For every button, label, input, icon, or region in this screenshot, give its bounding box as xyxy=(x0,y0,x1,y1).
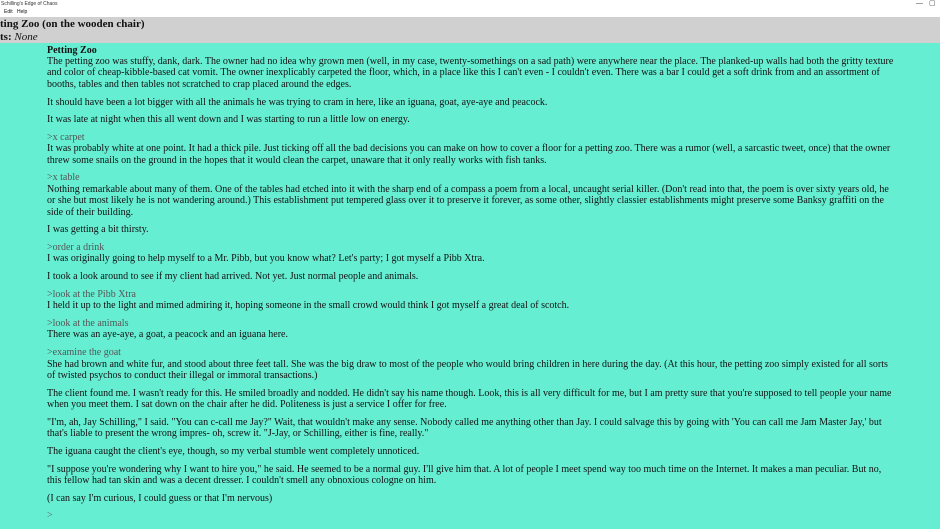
story-paragraph: "I suppose you're wondering why I want to hire you," he said. He seemed to be a normal guy. I'll give him that. A lot of people I meet spend way too much time on the Internet. It makes a man peculiar. But no, this fellow had tan skin and was a decent dresser. I couldn't smell any obnoxious cologne on him. xyxy=(47,463,882,486)
story-paragraph: There was an aye-aye, a goat, a peacock and an iguana here. xyxy=(47,329,288,341)
room-heading: Petting Zoo xyxy=(47,45,97,56)
story-paragraph: The iguana caught the client's eye, though, so my verbal stumble went completely unnoticed. xyxy=(47,445,420,457)
story-paragraph: I was getting a bit thirsty. xyxy=(47,224,149,236)
player-command: >look at the animals xyxy=(47,317,129,329)
story-paragraph: It should have been a lot bigger with all the animals he was trying to cram in here, like an iguana, goat, aye-aye and peacock. xyxy=(47,96,548,108)
player-command: >examine the goat xyxy=(47,347,121,359)
location-name: ting Zoo (on the wooden chair) xyxy=(0,18,145,30)
restore-button[interactable]: ▢ xyxy=(929,0,936,7)
title-bar xyxy=(0,0,940,8)
score-label: ts: xyxy=(0,31,12,43)
story-paragraph: I took a look around to see if my client had arrived. Not yet. Just normal people and animals. xyxy=(47,271,419,283)
player-command: >x table xyxy=(47,172,80,184)
story-paragraph: She had brown and white fur, and stood about three feet tall. She was the big draw to most of the people who would bring children in here during the day. (At this hour, the petting zoo simply existed for all sorts of twisted psychos to conduct their illegal or immoral transactions.) xyxy=(47,358,888,381)
minimize-button[interactable]: — xyxy=(916,0,923,7)
window-title: Schilling's Edge of Chaos xyxy=(1,1,58,7)
story-paragraph: Nothing remarkable about many of them. One of the tables had etched into it with the sharp end of a compass a poem from a local, uncaught serial killer. (Don't read into that, the poem is over sixty years old, he or she but most likely he is not wandering around.) This establishment put tempered glass over it to preserve it forever, as some other, slightly classier establishments might preserve some Banksy graffiti on the side of their building. xyxy=(47,183,889,218)
status-bar xyxy=(0,17,940,43)
story-paragraph: It was late at night when this all went down and I was starting to run a little low on energy. xyxy=(47,114,410,126)
story-paragraph: (I can say I'm curious, I could guess or that I'm nervous) xyxy=(47,492,273,504)
menu-bar xyxy=(0,8,940,17)
story-paragraph: The petting zoo was stuffy, dank, dark. The owner had no idea why grown men (well, in my case, twenty-somethings on a sad path) were anywhere near the place. The planked-up walls had both the gritty texture and color of cheap-kibble-based cat vomit. The owner inexplicably carpeted the floor, which, in a place like this I can't even - I couldn't even. There was a bar I could get a soft drink from and an assortment of booths, tables and then tables not scratched to crap placed around the edges. xyxy=(47,56,894,90)
story-paragraph: "I'm, ah, Jay Schilling," I said. "You can c-call me Jay?" Wait, that wouldn't make any sense. Nobody called me anything other than Jay. I could salvage this by going with 'You can call me Jam Master Jay,' but that's liable to present the wrong impres- oh, screw it. "J-Jay, or Schilling, either is fine, really." xyxy=(47,416,882,440)
story-paragraph: The client found me. I wasn't ready for this. He smiled broadly and nodded. He didn't say his name though. Look, this is all very difficult for me, but I am pretty sure that you're supposed to tell people your name when you meet them. I sat down on the chair after he did. Politeness is just a service I offer for free. xyxy=(47,387,892,411)
score-value: None xyxy=(14,31,38,43)
command-input[interactable]: > xyxy=(47,510,53,522)
story-paragraph: I was originally going to help myself to a Mr. Pibb, but you know what? Let's party; I got myself a Pibb Xtra. xyxy=(47,253,485,265)
player-command: >look at the Pibb Xtra xyxy=(47,288,136,300)
menu-help[interactable]: Help xyxy=(17,9,28,15)
score-line xyxy=(0,31,38,43)
player-command: >order a drink xyxy=(47,242,105,254)
player-command: >x carpet xyxy=(47,131,85,143)
story-window xyxy=(47,45,897,528)
menu-edit[interactable]: Edit xyxy=(4,9,13,15)
story-paragraph: I held it up to the light and mimed admiring it, hoping someone in the small crowd would think I got myself a great deal of scotch. xyxy=(47,300,570,312)
story-paragraph: It was probably white at one point. It had a thick pile. Just ticking off all the bad decisions you can make on how to cover a floor for a petting zoo. There was a rumor (well, a sarcastic tweet, once) that the owner threw some snails on the ground in the hopes that it would clean the carpet, unaware that it only really works with fish tanks. xyxy=(47,143,891,166)
